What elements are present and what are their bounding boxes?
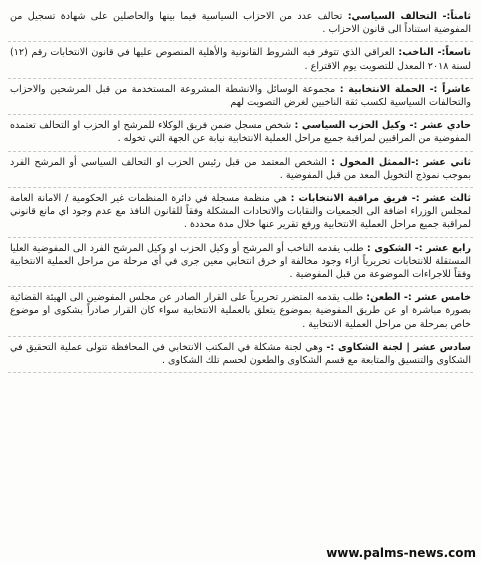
entry-definition: الشخص المعتمد من قبل رئيس الحزب او التحالف السياسي أو المرشح الفرد بموجب نموذج التخويل المعد من قبل المفوضية . [10,156,471,181]
entry-definition: وهي لجنة مشكلة في المكتب الانتخابي في المحافظة تتولى عملية التحقيق في الشكاوى والتنسيق والمتابعة مع قسم الشكاوى والطعون لحسم تلك الشكاوى . [10,341,471,367]
definition-entry [8,6,473,42]
definition-entry [8,287,473,337]
site-watermark: www.palms-news.com [326,546,476,560]
entry-definition: طلب يقدمه الناخب أو المرشح أو وكيل الحزب او وكيل المرشح الفرد الى المفوضية العليا المستقلة للانتخابات تحريرياً ازاء وجود مخالفة او خرق انتخابي معين جرى في أي مرحلة من مراحل العملية الانتخابية وفقاً للاجراءات الموضوعة من قبل المفوضية . [10,242,471,281]
entry-definition: طلب يقدمه المتضرر تحريرياً على القرار الصادر عن مجلس المفوضين الى الهيئة القضائية بصورة مباشرة او عن طريق المفوضية بموضوع يتعلق بالعملية الانتخابية سواء كان القرار صادراً بشكوى او موضوع خاص بمرحلة من مراحل العملية الانتخابية . [10,292,471,330]
entry-term: سادس عشر | لجنة الشكاوى :- [326,341,471,353]
entry-definition: مجموعة الوسائل والانشطة المشروعة المستخدمة من قبل المرشحين والاحزاب والتحالفات السياسية لكسب ثقة الناخبين لغرض التصويت لهم [10,83,471,109]
entry-term: ثامناً:- التحالف السياسي: [347,11,471,22]
definition-entry [8,152,473,188]
entry-term: رابع عشر :- الشكوى : [366,242,471,254]
definition-entry [8,238,473,288]
definition-entry [8,337,473,373]
definition-entry [8,79,473,115]
definition-entry [8,115,473,151]
entry-term: ثالث عشر :- فريق مراقبة الانتخابات : [290,193,472,205]
definition-entry [8,42,473,78]
entry-term: عاشراً :- الحملة الانتخابية : [339,83,471,95]
entry-term: تاسعاً:- الناخب: [398,47,471,59]
entry-definition: تحالف عدد من الاحزاب السياسية فيما بينها والحاصلين على شهادة تسجيل من المفوضية استناداً الى قانون الاحزاب . [10,11,471,36]
entry-definition: العراقي الذي تتوفر فيه الشروط القانونية والأهلية المنصوص عليها في قانون الانتخابات رقم (١٢) لسنة ٢٠١٨ المعدل للتصويت يوم الاقتراع . [10,47,471,72]
entry-term: حادي عشر :- وكيل الحزب السياسي : [294,120,471,132]
entry-term: ثاني عشر :-الممثل المخول : [331,156,471,168]
definition-entry [8,188,473,238]
entry-definition: هي منظمة مسجلة في دائرة المنظمات غير الحكومية / الامانة العامة لمجلس الوزراء اضافة الى الجمعيات والنقابات والاتحادات المشكلة وفقاً للقانون النافذ مع عدم وجود اي مانع قانوني لمراقبة جميع مراحل العملية الانتخابية ورفع تقرير عنها خلال مدة محددة . [10,193,471,231]
entry-definition: شخص مسجل ضمن فريق الوكلاء للمرشح او الحزب او التحالف تعتمده المفوضية من المراقبين لمراقبة جميع مراحل العملية الانتخابية نيابة عن الجهة التي تخوله . [10,120,471,145]
entry-term: خامس عشر :- الطعن: [366,292,471,304]
